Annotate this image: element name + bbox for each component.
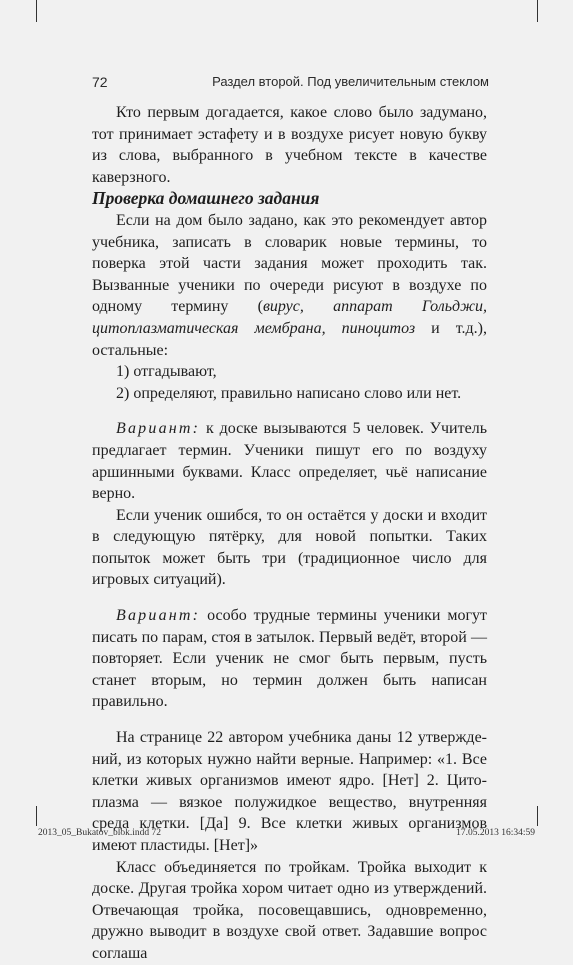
- variant-1-text: к доске вызываются 5 человек. Учитель предлагает термин. Ученики пишут его по воздуху аршинными буквами. Класс определяет, чьё написание верно.: [92, 420, 487, 503]
- section-heading: Проверка домашнего задания: [92, 188, 320, 209]
- list-item-1: 1) отгадывают,: [116, 363, 217, 381]
- slug-timestamp: 17.05.2013 16:34:59: [456, 828, 535, 838]
- slug-filename: 2013_05_Bukatov_blok.indd 72: [38, 828, 161, 838]
- homework-terms: вирус, аппарат Гольджи, цитоплазматическая мембрана, пиноцитоз: [92, 298, 487, 337]
- crop-mark-top-left: [36, 0, 37, 22]
- variant-2-paragraph: [92, 605, 487, 713]
- homework-paragraph: [92, 210, 487, 361]
- section-title: Раздел второй. Под увеличительным стеклом: [212, 74, 489, 89]
- spacer: [92, 713, 487, 727]
- spacer: [92, 591, 487, 605]
- spacer: [92, 404, 487, 418]
- crop-mark-bottom-right: [537, 806, 538, 826]
- crop-mark-bottom-left: [36, 806, 37, 826]
- class-paragraph: Класс объединяется по тройкам. Тройка выходит к доске. Другая тройка хором читает одно из утверждений. Отвечающая тройка, посовещавшись, одновременно, дружно выводит в воздухе свой ответ. Задавшие вопрос соглаша: [92, 858, 487, 962]
- homework-text-b: и т.д.), остальные:: [92, 319, 487, 359]
- variant-label: Вариант:: [116, 607, 201, 625]
- variant-2-text: особо трудные термины ученики могут писать по парам, стоя в затылок. Первый ведёт, второй — повторяет. Если ученик не смог быть первым, пусть станет вторым, но термин должен быть написан правильно.: [92, 607, 487, 711]
- intro-paragraph: Кто первым догадается, какое слово было задумано, тот принимает эстафету и в воздухе рисует новую букву из слова, выбранного в учебном тексте в качестве каверзного.: [92, 104, 487, 186]
- variant-1-continuation: Если ученик ошибся, то он остаётся у доски и входит в следующую пятёрку, для новой попытки. Таких попыток может быть три (традиционное число для игровых ситуаций).: [92, 506, 487, 589]
- homework-text-a: Если на дом было задано, как это рекомендует автор учебника, записать в словарик новые термины, то поверка этой части задания может проходить так. Вызванные ученики по очереди рисуют в воздухе по одному термину (: [92, 211, 487, 316]
- variant-label: Вариант:: [116, 420, 201, 438]
- list-item-2: 2) определяют, правильно написано слово или нет.: [116, 384, 462, 402]
- crop-mark-top-right: [537, 0, 538, 22]
- page-number: 72: [92, 74, 108, 90]
- variant-1-paragraph: [92, 418, 487, 504]
- page22-paragraph: На странице 22 автором учебника даны 12 утверждений, из которых нужно найти верные. Например: «1. Все клетки живых организмов имеют ядро. [Нет] 2. Цитоплазма — вязкое полужидкое вещество, внутренняя среда клетки. [Да] 9. Все клетки живых организмов имеют пластиды. [Нет]»: [92, 729, 487, 854]
